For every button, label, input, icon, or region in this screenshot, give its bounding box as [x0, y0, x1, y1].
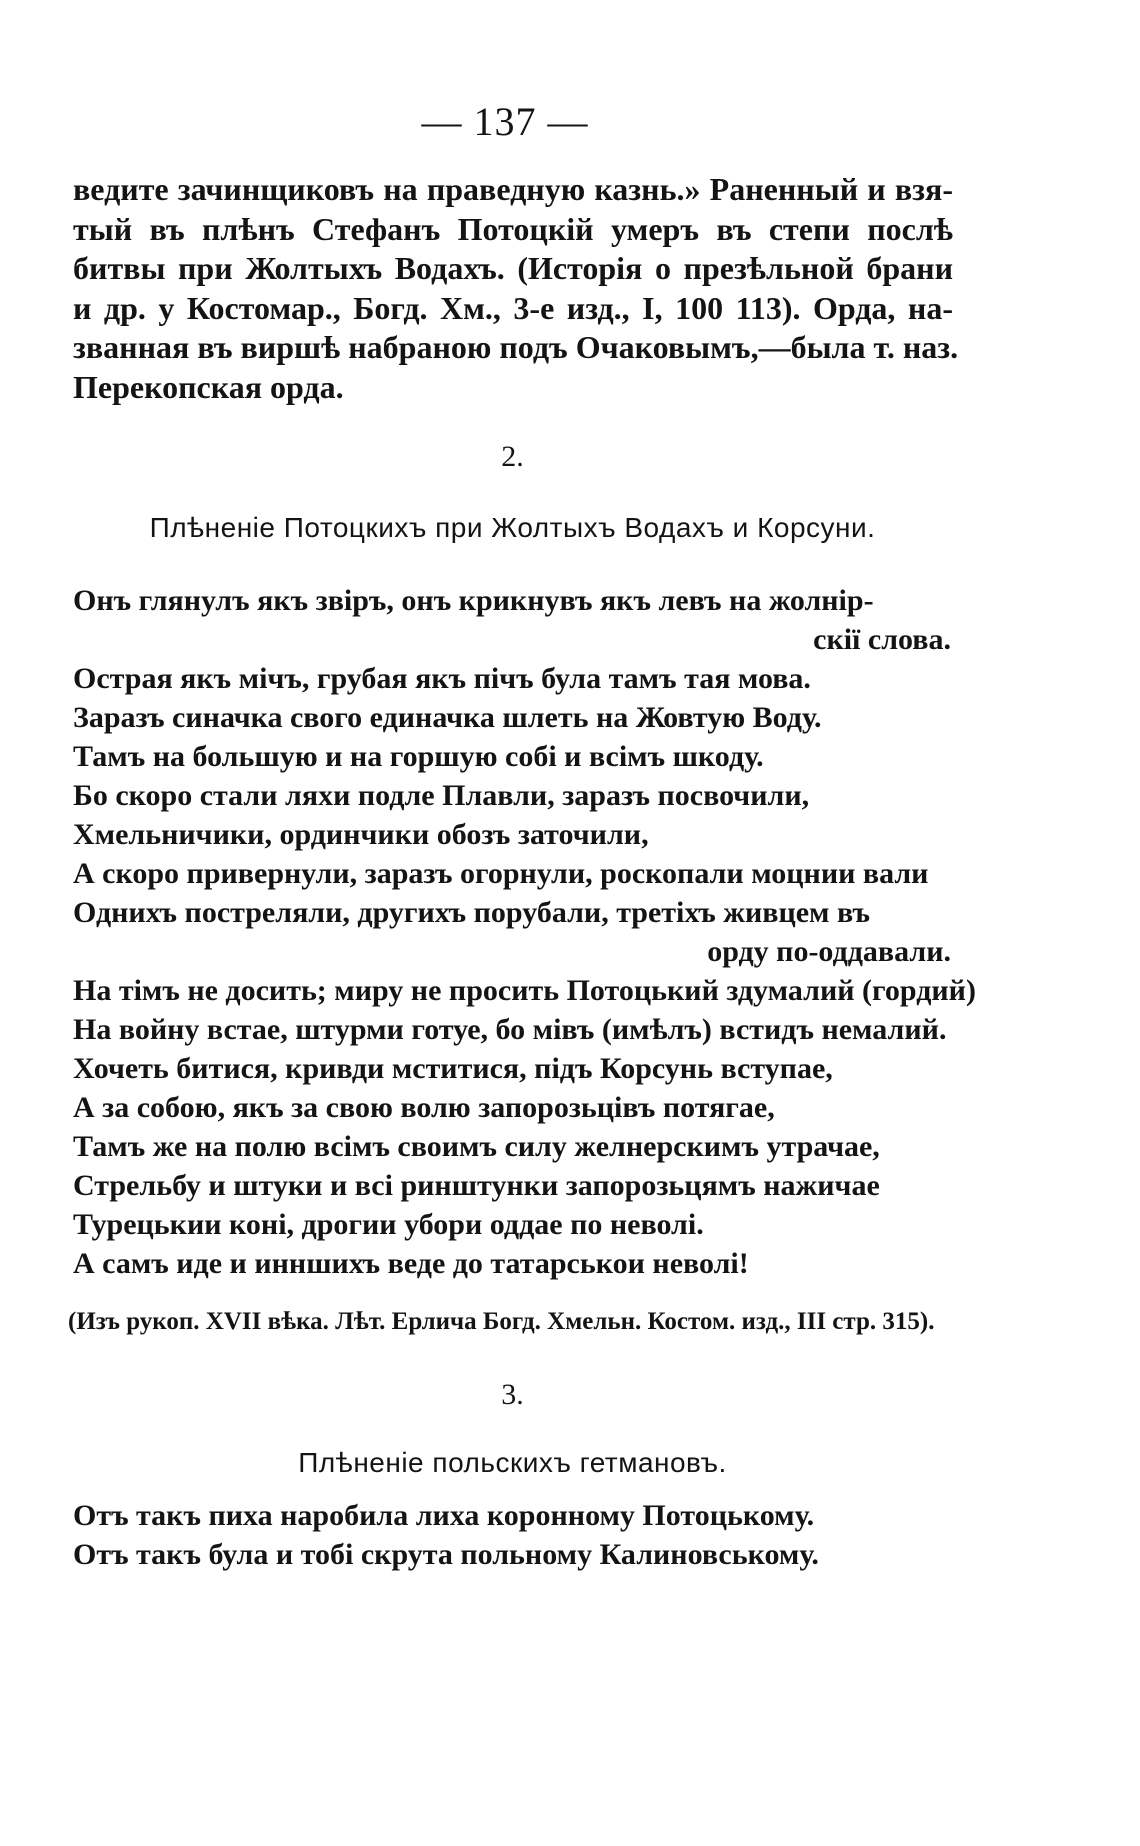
verse-line: А скоро привернули, заразъ огорнули, роскопали моцнии вали [73, 857, 929, 890]
prose-line: званная въ виршѣ набраною подъ Очаковымъ,—была т. наз. [73, 329, 959, 365]
prose-line: ведите зачинщиковъ на праведную казнь.» Раненный и взя- [73, 171, 953, 207]
verse-line: Турецькии коні, дрогии убори оддае по неволі. [73, 1208, 704, 1241]
section-title: Плѣненіе Потоцкихъ при Жолтыхъ Водахъ и Корсуни. [149, 512, 876, 543]
verse-line: А самъ иде и инншихъ веде до татарськои неволі! [73, 1247, 749, 1280]
verse-line: А за собою, якъ за свою волю запорозьцівъ потягае, [73, 1091, 775, 1124]
prose-line: и др. у Костомар., Богд. Хм., 3-е изд., I, 100 113). Орда, на- [73, 289, 953, 326]
prose-line: тый въ плѣнъ Стефанъ Потоцкій умеръ въ степи послѣ [73, 210, 953, 247]
verse-line: Хмельничики, ординчики обозъ заточили, [73, 818, 649, 851]
verse-line: На тімъ не досить; миру не просить Потоцький здумалий (гордий) [73, 974, 976, 1007]
intro-paragraph [73, 170, 959, 407]
page-number: — 137 — [421, 99, 589, 144]
verse-turnover: скії слова. [813, 623, 951, 656]
verse-line: Острая якъ мічъ, грубая якъ пічъ була тамъ тая мова. [73, 662, 811, 695]
verse-line: Отъ такъ була и тобі скрута польному Калиновському. [73, 1538, 819, 1571]
section-number: 2. [501, 440, 524, 473]
verse-turnover: орду по-оддавали. [707, 935, 951, 968]
verse-line: Заразъ синачка свого единачка шлеть на Жовтую Воду. [73, 701, 822, 734]
verse-line: Хочеть битися, кривди мститися, підъ Корсунь вступае, [73, 1052, 833, 1085]
prose-line: Перекопская орда. [73, 368, 344, 405]
verse-line: Тамъ же на полю всімъ своимъ силу желнерскимъ утрачае, [73, 1130, 880, 1163]
verse-line: Однихъ постреляли, другихъ порубали, третіхъ живцем въ [73, 896, 870, 929]
verse-block [73, 1496, 963, 1574]
section-number: 3. [501, 1378, 524, 1411]
verse-line: Онъ глянулъ якъ звіръ, онъ крикнувъ якъ левъ на жолнір- [73, 584, 874, 617]
verse-line: Отъ такъ пиха наробила лиха коронному Потоцькому. [73, 1499, 815, 1532]
verse-line: Стрельбу и штуки и всі ринштунки запорозьцямъ нажичае [73, 1169, 880, 1202]
section-title: Плѣненіе польскихъ гетмановъ. [298, 1447, 727, 1478]
verse-line: На войну встае, штурми готуе, бо мівъ (имѣлъ) встидъ немалий. [73, 1013, 947, 1046]
prose-line: битвы при Жолтыхъ Водахъ. (Исторія о презѣльной брани [73, 250, 953, 286]
source-citation: (Изъ рукоп. XVII вѣка. Лѣт. Ерлича Богд. Хмельн. Костом. изд., III стр. 315). [68, 1308, 935, 1335]
verse-line: Тамъ на большую и на горшую собі и всімъ шкоду. [73, 740, 764, 773]
verse-block [73, 581, 976, 1283]
verse-line: Бо скоро стали ляхи подле Плавли, заразъ посвочили, [73, 779, 810, 812]
